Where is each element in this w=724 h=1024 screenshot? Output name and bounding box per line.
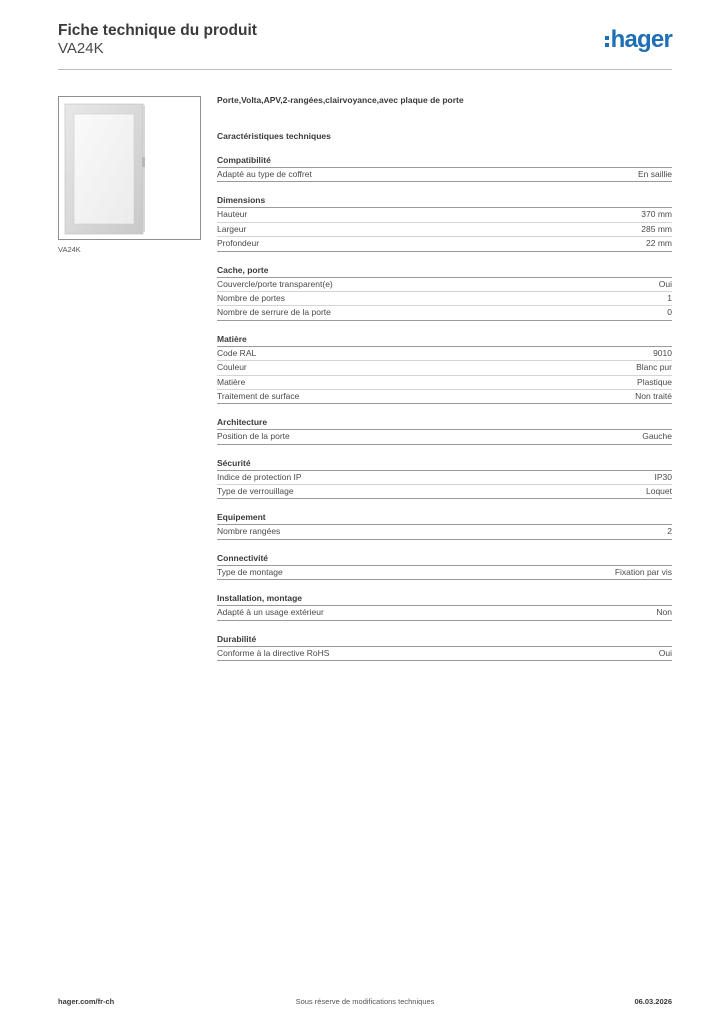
- spec-row: [217, 647, 672, 661]
- spec-label: Type de montage: [217, 566, 283, 577]
- spec-row: [217, 208, 672, 222]
- spec-group-title: Cache, porte: [217, 264, 672, 278]
- spec-row: [217, 292, 672, 306]
- spec-value: Oui: [658, 278, 672, 289]
- spec-group: [217, 592, 672, 620]
- spec-value: 370 mm: [641, 209, 672, 220]
- spec-label: Conforme à la directive RoHS: [217, 647, 330, 658]
- spec-content: [217, 94, 672, 661]
- spec-group-title: Durabilité: [217, 633, 672, 647]
- spec-group-title: Connectivité: [217, 552, 672, 566]
- spec-value: En saillie: [637, 169, 672, 179]
- spec-group-title: Installation, montage: [217, 592, 672, 606]
- spec-row: [217, 390, 672, 404]
- spec-label: Traitement de surface: [217, 390, 300, 401]
- spec-row: [217, 566, 672, 580]
- spec-row: [217, 471, 672, 485]
- product-code: VA24K: [58, 40, 104, 57]
- spec-group: [217, 457, 672, 500]
- spec-label: Nombre de serrure de la porte: [217, 307, 331, 318]
- spec-group: [217, 264, 672, 321]
- spec-label: Indice de protection IP: [217, 471, 302, 482]
- spec-value: Gauche: [642, 431, 672, 442]
- spec-row: [217, 168, 672, 182]
- spec-value: 1: [667, 292, 672, 303]
- spec-row: [217, 430, 672, 444]
- spec-group: [217, 194, 672, 251]
- spec-row: [217, 237, 672, 251]
- spec-group: [217, 154, 672, 182]
- spec-label: Adapté à un usage extérieur: [217, 607, 324, 618]
- spec-group: [217, 416, 672, 444]
- spec-group: [217, 552, 672, 580]
- specs-heading: Caractéristiques techniques: [217, 131, 331, 141]
- spec-value: Plastique: [637, 376, 672, 387]
- spec-label: Couleur: [217, 362, 247, 373]
- spec-row: [217, 361, 672, 375]
- product-description: Porte,Volta,APV,2-rangées,clairvoyance,avec plaque de porte: [217, 95, 464, 105]
- spec-row: [217, 606, 672, 620]
- hager-logo: [605, 28, 672, 52]
- spec-group-title: Architecture: [217, 416, 672, 430]
- spec-row: [217, 525, 672, 539]
- image-caption: VA24K: [58, 245, 81, 254]
- spec-value: 285 mm: [641, 223, 672, 234]
- footer-website-link[interactable]: hager.com/fr-ch: [58, 997, 115, 1006]
- spec-groups: [217, 154, 672, 661]
- spec-label: Type de verrouillage: [217, 486, 294, 497]
- spec-value: 2: [667, 526, 672, 537]
- spec-label: Code RAL: [217, 347, 257, 358]
- spec-group-title: Dimensions: [217, 194, 672, 208]
- spec-value: 9010: [653, 347, 672, 358]
- spec-group-title: Matière: [217, 333, 672, 347]
- spec-label: Position de la porte: [217, 431, 290, 442]
- spec-row: [217, 485, 672, 499]
- spec-value: Fixation par vis: [614, 566, 672, 577]
- door-panel-icon: [59, 97, 200, 239]
- spec-value: Loquet: [646, 486, 672, 497]
- spec-row: [217, 278, 672, 292]
- footer-date: 06.03.2026: [634, 997, 672, 1006]
- spec-group-title: Equipement: [217, 511, 672, 525]
- spec-group: [217, 511, 672, 539]
- spec-value: Oui: [658, 647, 672, 658]
- spec-value: 22 mm: [646, 238, 672, 249]
- spec-group: [217, 633, 672, 661]
- spec-group-title: Sécurité: [217, 457, 672, 471]
- spec-row: [217, 376, 672, 390]
- document-title: Fiche technique du produit: [58, 22, 257, 39]
- spec-row: [217, 223, 672, 237]
- footer-disclaimer: Sous réserve de modifications techniques: [295, 997, 435, 1006]
- spec-value: Non: [656, 607, 672, 618]
- spec-label: Nombre de portes: [217, 292, 286, 303]
- spec-label: Hauteur: [217, 209, 248, 220]
- spec-label: Matière: [217, 376, 246, 387]
- product-image: [58, 96, 201, 240]
- spec-group: [217, 333, 672, 405]
- spec-value: Non traité: [635, 390, 672, 401]
- spec-row: [217, 347, 672, 361]
- spec-label: Largeur: [217, 223, 247, 234]
- spec-row: [217, 306, 672, 320]
- spec-value: IP30: [654, 471, 672, 482]
- logo-dots-icon: [605, 36, 609, 47]
- spec-group-title: Compatibilité: [217, 154, 672, 168]
- spec-label: Couvercle/porte transparent(e): [217, 278, 333, 289]
- logo-text: hager: [610, 26, 672, 53]
- page-header: [58, 22, 672, 70]
- spec-label: Adapté au type de coffret: [217, 169, 312, 179]
- spec-label: Nombre rangées: [217, 526, 281, 537]
- spec-value: 0: [667, 307, 672, 318]
- spec-value: Blanc pur: [636, 362, 672, 373]
- spec-label: Profondeur: [217, 238, 260, 249]
